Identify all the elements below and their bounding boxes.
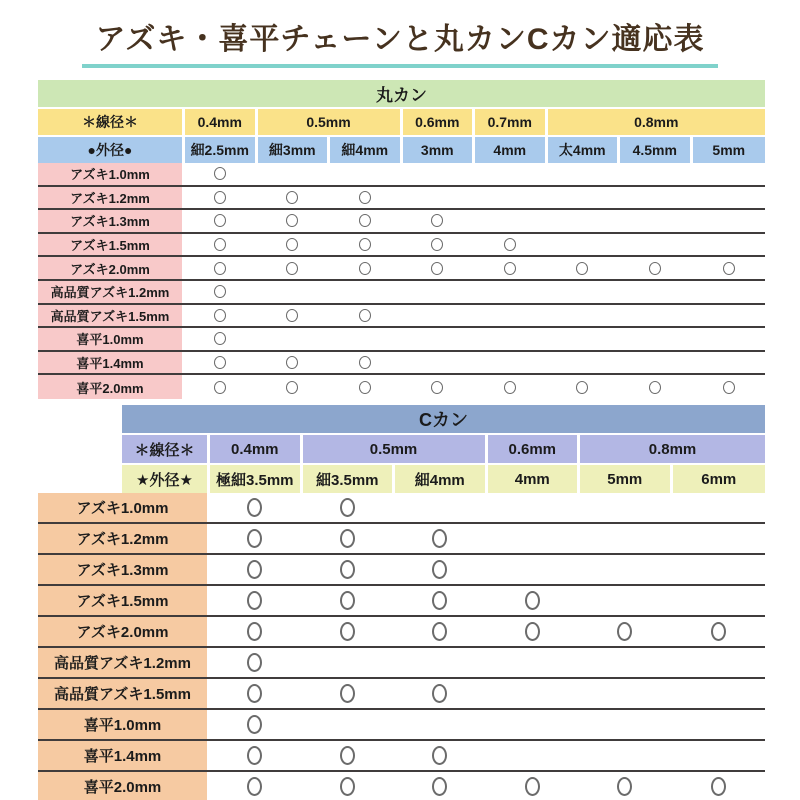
mark-cell <box>258 257 331 279</box>
mark-cell <box>185 257 258 279</box>
ckan-outer-size: 4mm <box>488 465 581 493</box>
compatible-mark <box>711 777 726 796</box>
empty-cell <box>673 586 766 615</box>
mark-cell <box>258 352 331 374</box>
empty-cell <box>488 741 581 770</box>
empty-cell <box>673 710 766 739</box>
empty-cell <box>620 210 693 232</box>
empty-cell <box>548 328 621 350</box>
empty-cell <box>693 305 766 327</box>
mark-cell <box>210 772 303 800</box>
table-row <box>38 210 765 234</box>
compatible-mark <box>247 653 262 672</box>
wire-diameter-header: ＊線径＊ <box>122 435 210 463</box>
compatible-mark <box>723 381 735 394</box>
ckan-outer-size: 細4mm <box>395 465 488 493</box>
empty-cell <box>395 648 488 677</box>
empty-cell <box>488 648 581 677</box>
empty-cell <box>693 281 766 303</box>
mark-cell <box>475 375 548 399</box>
row-label: 喜平1.0mm <box>38 328 185 350</box>
empty-cell <box>548 305 621 327</box>
compatible-mark <box>431 214 443 227</box>
compatible-mark <box>286 309 298 322</box>
compatible-mark <box>286 381 298 394</box>
compatible-mark <box>340 560 355 579</box>
table-row <box>38 586 765 617</box>
mark-cell <box>210 679 303 708</box>
empty-cell <box>693 187 766 209</box>
empty-cell <box>488 679 581 708</box>
marukan-wire-diameter-row <box>38 109 765 135</box>
empty-cell <box>693 234 766 256</box>
marukan-table-title: 丸カン <box>38 80 765 107</box>
table-row <box>38 163 765 187</box>
empty-cell <box>673 493 766 522</box>
compatible-mark <box>340 684 355 703</box>
table-row <box>38 710 765 741</box>
row-label: 高品質アズキ1.5mm <box>38 305 185 327</box>
compatible-mark <box>214 214 226 227</box>
mark-cell <box>580 617 673 646</box>
empty-cell <box>548 210 621 232</box>
compatible-mark <box>247 777 262 796</box>
mark-cell <box>185 163 258 185</box>
row-label: アズキ1.2mm <box>38 187 185 209</box>
empty-cell <box>693 352 766 374</box>
title-bar <box>0 12 800 68</box>
compatible-mark <box>432 622 447 641</box>
mark-cell <box>330 257 403 279</box>
compatible-mark <box>525 622 540 641</box>
mark-cell <box>210 741 303 770</box>
compatible-mark <box>504 238 516 251</box>
row-label: アズキ1.5mm <box>38 586 210 615</box>
empty-cell <box>673 555 766 584</box>
compatible-mark <box>432 591 447 610</box>
mark-cell <box>258 234 331 256</box>
row-label: アズキ1.5mm <box>38 234 185 256</box>
mark-cell <box>330 187 403 209</box>
mark-cell <box>210 586 303 615</box>
mark-cell <box>210 555 303 584</box>
mark-cell <box>303 555 396 584</box>
table-row <box>38 741 765 772</box>
table-row <box>38 679 765 710</box>
table-row <box>38 187 765 211</box>
ckan-wire-diameter-row <box>122 435 765 463</box>
compatible-mark <box>359 356 371 369</box>
mark-cell <box>258 187 331 209</box>
compatible-mark <box>432 560 447 579</box>
outer-diameter-header: ★外径★ <box>122 465 210 493</box>
ckan-table <box>38 405 765 800</box>
table-row <box>38 257 765 281</box>
mark-cell <box>258 375 331 399</box>
compatible-mark <box>247 684 262 703</box>
mark-cell <box>548 375 621 399</box>
compatible-mark <box>286 238 298 251</box>
empty-cell <box>548 163 621 185</box>
row-label: アズキ1.0mm <box>38 493 210 522</box>
empty-cell <box>580 710 673 739</box>
empty-cell <box>475 305 548 327</box>
table-row <box>38 305 765 329</box>
mark-cell <box>185 210 258 232</box>
mark-cell <box>488 772 581 800</box>
mark-cell <box>330 305 403 327</box>
compatible-mark <box>214 238 226 251</box>
empty-cell <box>403 163 476 185</box>
outer-diameter-header: ●外径● <box>38 137 185 163</box>
table-row <box>38 234 765 258</box>
row-label: アズキ2.0mm <box>38 617 210 646</box>
mark-cell <box>580 772 673 800</box>
row-label: 喜平2.0mm <box>38 375 185 399</box>
compatible-mark <box>340 498 355 517</box>
ckan-outer-size: 細3.5mm <box>303 465 396 493</box>
empty-cell <box>330 163 403 185</box>
table-row <box>38 648 765 679</box>
mark-cell <box>303 586 396 615</box>
mark-cell <box>620 257 693 279</box>
page-title: アズキ・喜平チェーンと丸カンCカン適応表 <box>82 12 719 68</box>
compatible-mark <box>432 529 447 548</box>
mark-cell <box>210 524 303 553</box>
mark-cell <box>303 617 396 646</box>
empty-cell <box>580 648 673 677</box>
compatible-mark <box>214 309 226 322</box>
empty-cell <box>258 163 331 185</box>
empty-cell <box>258 281 331 303</box>
marukan-wire-size: 0.4mm <box>185 109 258 135</box>
compatible-mark <box>359 214 371 227</box>
ckan-table-head <box>122 405 765 493</box>
compatible-mark <box>576 381 588 394</box>
ckan-wire-size: 0.8mm <box>580 435 765 463</box>
mark-cell <box>403 257 476 279</box>
mark-cell <box>185 234 258 256</box>
row-label: アズキ2.0mm <box>38 257 185 279</box>
compatible-mark <box>359 381 371 394</box>
empty-cell <box>403 352 476 374</box>
table-row <box>38 772 765 800</box>
empty-cell <box>475 352 548 374</box>
marukan-outer-size: 5mm <box>693 137 766 163</box>
empty-cell <box>395 493 488 522</box>
empty-cell <box>403 281 476 303</box>
marukan-wire-size: 0.5mm <box>258 109 403 135</box>
empty-cell <box>330 328 403 350</box>
compatible-mark <box>286 356 298 369</box>
empty-cell <box>395 710 488 739</box>
compatible-mark <box>214 167 226 180</box>
mark-cell <box>395 555 488 584</box>
mark-cell <box>210 617 303 646</box>
compatible-mark <box>576 262 588 275</box>
empty-cell <box>488 493 581 522</box>
mark-cell <box>303 493 396 522</box>
compatible-mark <box>214 381 226 394</box>
empty-cell <box>620 187 693 209</box>
empty-cell <box>488 710 581 739</box>
row-label: アズキ1.3mm <box>38 555 210 584</box>
row-label: 高品質アズキ1.2mm <box>38 281 185 303</box>
empty-cell <box>475 281 548 303</box>
marukan-wire-size: 0.6mm <box>403 109 476 135</box>
empty-cell <box>258 328 331 350</box>
empty-cell <box>673 741 766 770</box>
compatible-mark <box>617 622 632 641</box>
compatible-mark <box>247 498 262 517</box>
marukan-table <box>38 80 765 399</box>
mark-cell <box>330 375 403 399</box>
marukan-outer-size: 4.5mm <box>620 137 693 163</box>
empty-cell <box>403 328 476 350</box>
compatible-mark <box>286 262 298 275</box>
compatible-mark <box>247 746 262 765</box>
compatible-mark <box>432 777 447 796</box>
mark-cell <box>303 524 396 553</box>
empty-cell <box>620 352 693 374</box>
empty-cell <box>693 328 766 350</box>
compatible-mark <box>286 191 298 204</box>
mark-cell <box>303 741 396 770</box>
table-row <box>38 493 765 524</box>
table-row <box>38 281 765 305</box>
compatible-mark <box>431 381 443 394</box>
compatible-mark <box>247 529 262 548</box>
compatible-mark <box>432 746 447 765</box>
compatible-mark <box>214 332 226 345</box>
mark-cell <box>258 305 331 327</box>
empty-cell <box>620 163 693 185</box>
empty-cell <box>548 187 621 209</box>
compatible-mark <box>649 381 661 394</box>
compatible-mark <box>340 591 355 610</box>
compatible-mark <box>340 746 355 765</box>
compatible-mark <box>286 214 298 227</box>
compatible-mark <box>525 591 540 610</box>
marukan-outer-size: 細4mm <box>330 137 403 163</box>
empty-cell <box>475 163 548 185</box>
mark-cell <box>185 352 258 374</box>
mark-cell <box>185 328 258 350</box>
empty-cell <box>303 710 396 739</box>
marukan-data-rows <box>38 163 765 399</box>
empty-cell <box>403 187 476 209</box>
compatible-mark <box>247 622 262 641</box>
mark-cell <box>488 617 581 646</box>
mark-cell <box>395 679 488 708</box>
mark-cell <box>403 375 476 399</box>
mark-cell <box>395 524 488 553</box>
marukan-outer-size: 4mm <box>475 137 548 163</box>
row-label: アズキ1.2mm <box>38 524 210 553</box>
empty-cell <box>693 163 766 185</box>
empty-cell <box>548 352 621 374</box>
compatible-mark <box>247 715 262 734</box>
empty-cell <box>403 305 476 327</box>
mark-cell <box>330 210 403 232</box>
empty-cell <box>580 741 673 770</box>
compatible-mark <box>214 191 226 204</box>
mark-cell <box>488 586 581 615</box>
row-label: 喜平2.0mm <box>38 772 210 800</box>
empty-cell <box>620 234 693 256</box>
ckan-outer-size: 極細3.5mm <box>210 465 303 493</box>
row-label: 喜平1.4mm <box>38 352 185 374</box>
mark-cell <box>330 234 403 256</box>
empty-cell <box>475 328 548 350</box>
marukan-wire-size: 0.7mm <box>475 109 548 135</box>
ckan-outer-size: 6mm <box>673 465 766 493</box>
mark-cell <box>185 375 258 399</box>
empty-cell <box>580 586 673 615</box>
compatible-mark <box>711 622 726 641</box>
mark-cell <box>395 586 488 615</box>
empty-cell <box>673 648 766 677</box>
ckan-wire-size: 0.6mm <box>488 435 581 463</box>
row-label: アズキ1.0mm <box>38 163 185 185</box>
mark-cell <box>395 772 488 800</box>
mark-cell <box>395 741 488 770</box>
ckan-wire-size: 0.5mm <box>303 435 488 463</box>
empty-cell <box>620 305 693 327</box>
empty-cell <box>580 555 673 584</box>
empty-cell <box>548 281 621 303</box>
empty-cell <box>620 281 693 303</box>
mark-cell <box>210 710 303 739</box>
marukan-outer-diameter-row <box>38 137 765 163</box>
empty-cell <box>475 187 548 209</box>
wire-diameter-header: ＊線径＊ <box>38 109 185 135</box>
empty-cell <box>580 493 673 522</box>
marukan-outer-size: 細3mm <box>258 137 331 163</box>
empty-cell <box>330 281 403 303</box>
mark-cell <box>185 281 258 303</box>
table-row <box>38 375 765 399</box>
mark-cell <box>210 648 303 677</box>
ckan-wire-size: 0.4mm <box>210 435 303 463</box>
row-label: 喜平1.4mm <box>38 741 210 770</box>
mark-cell <box>303 679 396 708</box>
ckan-outer-size: 5mm <box>580 465 673 493</box>
marukan-outer-size: 細2.5mm <box>185 137 258 163</box>
mark-cell <box>475 257 548 279</box>
compatible-mark <box>247 560 262 579</box>
ckan-outer-diameter-row <box>122 465 765 493</box>
mark-cell <box>210 493 303 522</box>
compatible-mark <box>214 356 226 369</box>
mark-cell <box>475 234 548 256</box>
row-label: 喜平1.0mm <box>38 710 210 739</box>
empty-cell <box>303 648 396 677</box>
mark-cell <box>403 210 476 232</box>
empty-cell <box>620 328 693 350</box>
marukan-outer-size: 3mm <box>403 137 476 163</box>
empty-cell <box>488 524 581 553</box>
mark-cell <box>693 257 766 279</box>
marukan-outer-size: 太4mm <box>548 137 621 163</box>
table-row <box>38 524 765 555</box>
compatible-mark <box>359 191 371 204</box>
compatible-mark <box>214 262 226 275</box>
ckan-data-rows <box>38 493 765 800</box>
empty-cell <box>475 210 548 232</box>
compatible-mark <box>504 381 516 394</box>
compatible-mark <box>525 777 540 796</box>
compatible-mark <box>432 684 447 703</box>
compatible-mark <box>359 262 371 275</box>
mark-cell <box>620 375 693 399</box>
compatible-mark <box>431 262 443 275</box>
mark-cell <box>693 375 766 399</box>
compatible-mark <box>431 238 443 251</box>
compatible-mark <box>340 777 355 796</box>
mark-cell <box>185 305 258 327</box>
compatible-mark <box>723 262 735 275</box>
empty-cell <box>673 524 766 553</box>
compatible-mark <box>247 591 262 610</box>
compatible-mark <box>214 285 226 298</box>
mark-cell <box>403 234 476 256</box>
compatible-mark <box>359 238 371 251</box>
table-row <box>38 617 765 648</box>
table-row <box>38 352 765 376</box>
mark-cell <box>303 772 396 800</box>
compatible-mark <box>504 262 516 275</box>
mark-cell <box>258 210 331 232</box>
empty-cell <box>580 679 673 708</box>
row-label: アズキ1.3mm <box>38 210 185 232</box>
mark-cell <box>548 257 621 279</box>
empty-cell <box>673 679 766 708</box>
marukan-wire-size: 0.8mm <box>548 109 766 135</box>
table-row <box>38 555 765 586</box>
empty-cell <box>488 555 581 584</box>
empty-cell <box>580 524 673 553</box>
empty-cell <box>693 210 766 232</box>
mark-cell <box>395 617 488 646</box>
row-label: 高品質アズキ1.5mm <box>38 679 210 708</box>
table-row <box>38 328 765 352</box>
empty-cell <box>548 234 621 256</box>
compatible-mark <box>359 309 371 322</box>
compatible-mark <box>617 777 632 796</box>
compatible-mark <box>340 529 355 548</box>
mark-cell <box>185 187 258 209</box>
mark-cell <box>673 617 766 646</box>
ckan-table-title: Cカン <box>122 405 765 433</box>
compatible-mark <box>340 622 355 641</box>
compatible-mark <box>649 262 661 275</box>
row-label: 高品質アズキ1.2mm <box>38 648 210 677</box>
mark-cell <box>673 772 766 800</box>
mark-cell <box>330 352 403 374</box>
